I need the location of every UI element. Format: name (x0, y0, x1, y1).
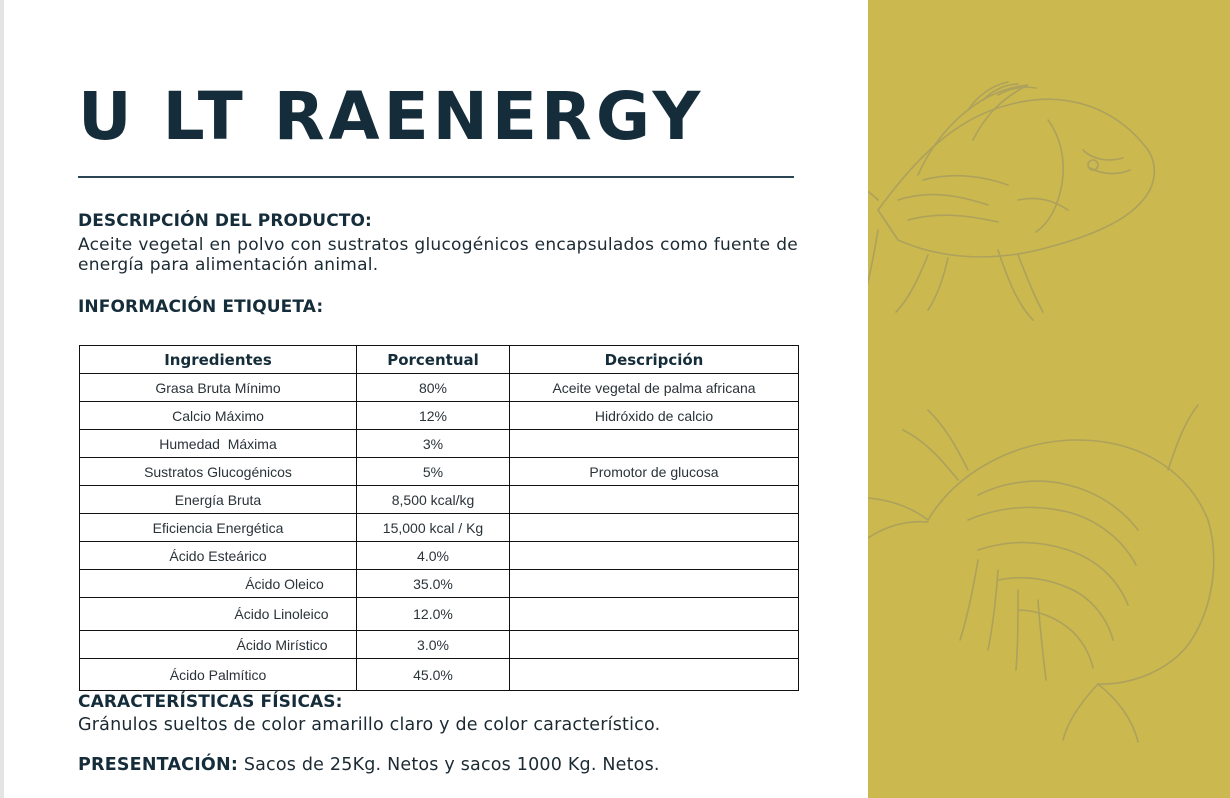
table-row (80, 570, 799, 598)
table-row (80, 430, 799, 458)
title-divider (78, 176, 794, 178)
presentation-text: Sacos de 25Kg. Netos y sacos 1000 Kg. Netos. (238, 755, 660, 775)
percent-cell: 3% (357, 430, 510, 458)
sidebar-illustrations (868, 0, 1230, 798)
product-title: U LT RAENERGY (78, 78, 705, 155)
ingredient-cell: Humedad Máxima (80, 430, 357, 458)
percent-cell: 35.0% (357, 570, 510, 598)
ingredient-cell: Grasa Bruta Mínimo (80, 374, 357, 402)
table-header-row (80, 346, 799, 374)
presentation-label: PRESENTACIÓN: (78, 755, 239, 775)
ingredient-cell: Eficiencia Energética (80, 514, 357, 542)
percent-cell: 12% (357, 402, 510, 430)
ingredient-cell: Ácido Palmítico (80, 659, 357, 691)
percent-cell: 5% (357, 458, 510, 486)
percent-cell: 8,500 kcal/kg (357, 486, 510, 514)
ingredient-cell: Ácido Mirístico (80, 631, 357, 659)
description-cell (510, 430, 799, 458)
ingredient-cell: Ácido Esteárico (80, 542, 357, 570)
ingredient-cell: Calcio Máximo (80, 402, 357, 430)
description-cell (510, 542, 799, 570)
ingredient-cell: Sustratos Glucogénicos (80, 458, 357, 486)
percent-cell: 4.0% (357, 542, 510, 570)
ingredients-table (79, 345, 799, 691)
label-info-heading: INFORMACIÓN ETIQUETA: (78, 297, 324, 317)
description-heading: DESCRIPCIÓN DEL PRODUCTO: (78, 211, 372, 231)
percent-cell: 45.0% (357, 659, 510, 691)
physical-text: Gránulos sueltos de color amarillo claro y de color característico. (78, 715, 661, 735)
table-row (80, 486, 799, 514)
percent-cell: 12.0% (357, 598, 510, 631)
description-cell (510, 659, 799, 691)
table-row (80, 402, 799, 430)
description-cell: Promotor de glucosa (510, 458, 799, 486)
fish-illustration (868, 82, 1154, 320)
percent-cell: 15,000 kcal / Kg (357, 514, 510, 542)
description-cell: Hidróxido de calcio (510, 402, 799, 430)
percent-cell: 80% (357, 374, 510, 402)
table-row (80, 659, 799, 691)
percent-cell: 3.0% (357, 631, 510, 659)
description-cell (510, 570, 799, 598)
table-row (80, 374, 799, 402)
table-row (80, 542, 799, 570)
header-ingredientes: Ingredientes (80, 346, 357, 374)
ingredient-cell: Ácido Oleico (80, 570, 357, 598)
shrimp-illustration (868, 405, 1214, 742)
description-cell (510, 486, 799, 514)
physical-heading: CARACTERÍSTICAS FÍSICAS: (78, 692, 343, 712)
description-text: Aceite vegetal en polvo con sustratos glucogénicos encapsulados como fuente de energía para alimentación animal. (78, 235, 798, 275)
header-porcentual: Porcentual (357, 346, 510, 374)
table-row (80, 598, 799, 631)
table-row (80, 631, 799, 659)
presentation-line (78, 755, 660, 775)
description-cell (510, 598, 799, 631)
description-cell: Aceite vegetal de palma africana (510, 374, 799, 402)
ingredient-cell: Ácido Linoleico (80, 598, 357, 631)
description-cell (510, 631, 799, 659)
table-row (80, 514, 799, 542)
decorative-sidebar (868, 0, 1230, 798)
header-descripcion: Descripción (510, 346, 799, 374)
table-row (80, 458, 799, 486)
ingredient-cell: Energía Bruta (80, 486, 357, 514)
description-cell (510, 514, 799, 542)
